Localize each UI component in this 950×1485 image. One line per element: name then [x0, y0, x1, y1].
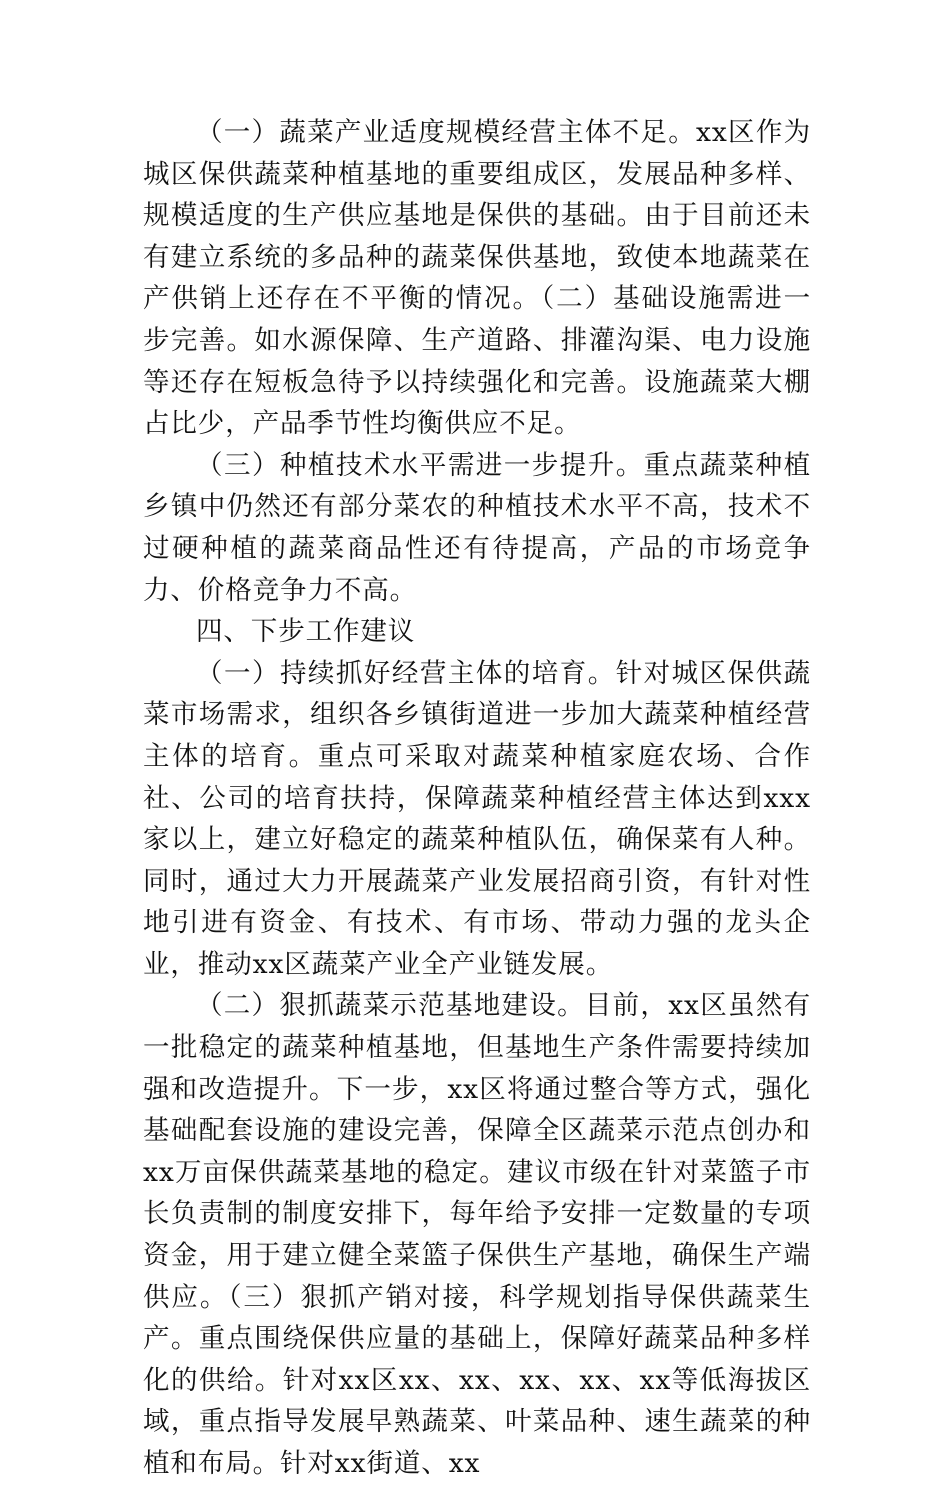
paragraph-suggestion-1: （一）持续抓好经营主体的培育。针对城区保供蔬菜市场需求，组织各乡镇街道进一步加大蔬菜种植经营主体的培育。重点可采取对蔬菜种植家庭农场、合作社、公司的培育扶持，保障蔬菜种植经营主体达到xxx家以上，建立好稳定的蔬菜种植队伍，确保菜有人种。同时，通过大力开展蔬菜产业发展招商引资，有针对性地引进有资金、有技术、有市场、带动力强的龙头企业，推动xx区蔬菜产业全产业链发展。	[143, 657, 811, 980]
paragraph-problem-3: （三）种植技术水平需进一步提升。重点蔬菜种植乡镇中仍然还有部分菜农的种植技术水平不高，技术不过硬种植的蔬菜商品性还有待提高，产品的市场竞争力、价格竞争力不高。	[143, 449, 811, 606]
paragraph-problem-1-2: （一）蔬菜产业适度规模经营主体不足。xx区作为城区保供蔬菜种植基地的重要组成区，发展品种多样、规模适度的生产供应基地是保供的基础。由于目前还未有建立系统的多品种的蔬菜保供基地，致使本地蔬菜在产供销上还存在不平衡的情况。（二）基础设施需进一步完善。如水源保障、生产道路、排灌沟渠、电力设施等还存在短板急待予以持续强化和完善。设施蔬菜大棚占比少，产品季节性均衡供应不足。	[143, 117, 811, 440]
paragraph-suggestion-2-3: （二）狠抓蔬菜示范基地建设。目前，xx区虽然有一批稳定的蔬菜种植基地，但基地生产条件需要持续加强和改造提升。下一步，xx区将通过整合等方式，强化基础配套设施的建设完善，保障全区蔬菜示范点创办和xx万亩保供蔬菜基地的稳定。建议市级在针对菜篮子市长负责制的制度安排下，每年给予安排一定数量的专项资金，用于建立健全菜篮子保供生产基地，确保生产端供应。（三）狠抓产销对接，科学规划指导保供蔬菜生产。重点围绕保供应量的基础上，保障好蔬菜品种多样化的供给。针对xx区xx、xx、xx、xx、xx等低海拔区域，重点指导发展早熟蔬菜、叶菜品种、速生蔬菜的种植和布局。针对xx街道、xx	[143, 990, 811, 1479]
document-body	[143, 112, 811, 1485]
section-heading: 四、下步工作建议	[196, 616, 416, 648]
